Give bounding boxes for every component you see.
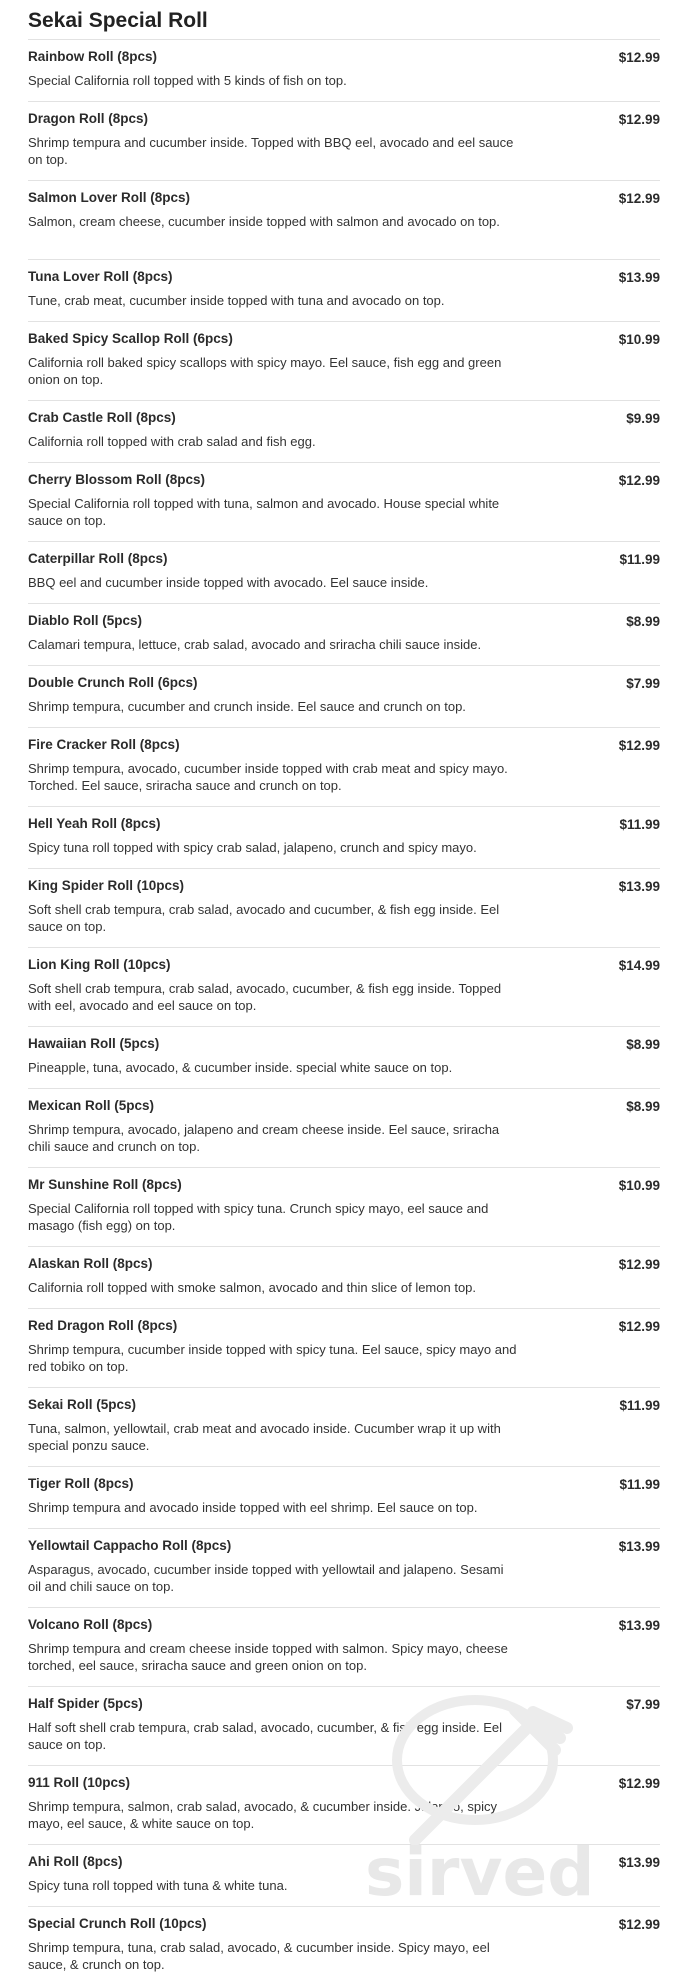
menu-item: [28, 1765, 660, 1844]
menu-item: [28, 1026, 660, 1088]
menu-item: [28, 259, 660, 321]
item-description: Spicy tuna roll topped with tuna & white tuna.: [28, 1878, 288, 1893]
item-name: Double Crunch Roll (6pcs): [28, 675, 198, 690]
item-name: Rainbow Roll (8pcs): [28, 49, 158, 64]
item-description: BBQ eel and cucumber inside topped with avocado. Eel sauce inside.: [28, 575, 429, 590]
menu-item: [28, 947, 660, 1026]
item-description: Soft shell crab tempura, crab salad, avocado, cucumber, & fish egg inside. Topped with eel, avocado and eel sauce on top.: [28, 981, 502, 1013]
item-name: Dragon Roll (8pcs): [28, 111, 149, 126]
item-description: Shrimp tempura, avocado, jalapeno and cream cheese inside. Eel sauce, sriracha chili sauce and crunch on top.: [28, 1122, 500, 1154]
item-name: 911 Roll (10pcs): [28, 1775, 131, 1790]
item-price: $12.99: [618, 1257, 660, 1272]
item-price: $11.99: [619, 552, 660, 567]
item-description: Spicy tuna roll topped with spicy crab salad, jalapeno, crunch and spicy mayo.: [28, 840, 477, 855]
menu-item: [28, 1607, 660, 1686]
item-price: $8.99: [626, 1099, 660, 1114]
item-description: Shrimp tempura and cucumber inside. Topped with BBQ eel, avocado and eel sauce on top.: [28, 135, 514, 167]
menu-item: [28, 1844, 660, 1906]
item-price: $10.99: [618, 332, 660, 347]
item-price: $12.99: [618, 1776, 660, 1791]
item-name: King Spider Roll (10pcs): [28, 878, 185, 893]
menu-item: [28, 1906, 660, 1985]
item-price: $8.99: [626, 614, 660, 629]
menu-item: [28, 727, 660, 806]
menu-item: [28, 321, 660, 400]
menu-item: [28, 180, 660, 259]
item-description: Shrimp tempura, tuna, crab salad, avocado, & cucumber inside. Spicy mayo, eel sauce, & crunch on top.: [28, 1940, 490, 1972]
menu-item: [28, 462, 660, 541]
item-description: Shrimp tempura, avocado, cucumber inside topped with crab meat and spicy mayo. Torched. Eel sauce, sriracha sauce and crunch on top.: [28, 761, 508, 793]
menu-item: [28, 541, 660, 603]
item-name: Hell Yeah Roll (8pcs): [28, 816, 161, 831]
item-name: Alaskan Roll (8pcs): [28, 1256, 153, 1271]
menu-item: [28, 1466, 660, 1528]
item-name: Baked Spicy Scallop Roll (6pcs): [28, 331, 233, 346]
item-name: Salmon Lover Roll (8pcs): [28, 190, 191, 205]
item-description: Calamari tempura, lettuce, crab salad, avocado and sriracha chili sauce inside.: [28, 637, 482, 652]
item-name: Tiger Roll (8pcs): [28, 1476, 134, 1491]
item-price: $12.99: [618, 112, 660, 127]
item-name: Sekai Roll (5pcs): [28, 1397, 137, 1412]
item-price: $12.99: [618, 191, 660, 206]
item-description: Special California roll topped with tuna, salmon and avocado. House special white sauce on top.: [28, 496, 500, 528]
item-price: $9.99: [626, 411, 660, 426]
item-name: Red Dragon Roll (8pcs): [28, 1318, 178, 1333]
item-price: $13.99: [618, 1855, 660, 1870]
item-price: $8.99: [626, 1037, 660, 1052]
item-price: $7.99: [626, 1697, 660, 1712]
menu-section: [28, 0, 660, 1985]
item-price: $13.99: [618, 1618, 660, 1633]
menu-item: [28, 603, 660, 665]
item-price: $10.99: [618, 1178, 660, 1193]
item-name: Mr Sunshine Roll (8pcs): [28, 1177, 182, 1192]
item-name: Caterpillar Roll (8pcs): [28, 551, 168, 566]
item-price: $7.99: [626, 676, 660, 691]
menu-item: [28, 1387, 660, 1466]
item-description: Asparagus, avocado, cucumber inside topped with yellowtail and jalapeno. Sesami oil and chili sauce on top.: [28, 1562, 504, 1594]
item-description: Shrimp tempura, cucumber and crunch inside. Eel sauce and crunch on top.: [28, 699, 466, 714]
menu-item: [28, 868, 660, 947]
item-price: $12.99: [618, 1319, 660, 1334]
item-price: $11.99: [619, 817, 660, 832]
item-name: Cherry Blossom Roll (8pcs): [28, 472, 206, 487]
item-price: $12.99: [618, 1917, 660, 1932]
item-name: Lion King Roll (10pcs): [28, 957, 171, 972]
item-name: Diablo Roll (5pcs): [28, 613, 143, 628]
item-name: Mexican Roll (5pcs): [28, 1098, 155, 1113]
item-description: Tune, crab meat, cucumber inside topped with tuna and avocado on top.: [28, 293, 445, 308]
item-description: California roll baked spicy scallops with spicy mayo. Eel sauce, fish egg and green onion on top.: [28, 355, 502, 387]
menu-item: [28, 1308, 660, 1387]
item-name: Ahi Roll (8pcs): [28, 1854, 123, 1869]
item-description: Special California roll topped with 5 kinds of fish on top.: [28, 73, 347, 88]
item-description: California roll topped with smoke salmon, avocado and thin slice of lemon top.: [28, 1280, 477, 1295]
item-description: Half soft shell crab tempura, crab salad, avocado, cucumber, & fish egg inside. Eel sauce on top.: [28, 1720, 503, 1752]
item-name: Half Spider (5pcs): [28, 1696, 143, 1711]
item-description: Special California roll topped with spicy tuna. Crunch spicy mayo, eel sauce and masago (fish egg) on top.: [28, 1201, 489, 1233]
item-description: Tuna, salmon, yellowtail, crab meat and avocado inside. Cucumber wrap it up with special ponzu sauce.: [28, 1421, 501, 1453]
item-price: $13.99: [618, 1539, 660, 1554]
menu-item: [28, 1686, 660, 1765]
menu-item: [28, 39, 660, 101]
item-name: Fire Cracker Roll (8pcs): [28, 737, 180, 752]
section-title: Sekai Special Roll: [28, 9, 208, 32]
menu-item: [28, 665, 660, 727]
item-description: Shrimp tempura and cream cheese inside topped with salmon. Spicy mayo, cheese torched, eel sauce, sriracha sauce and green onion on top.: [28, 1641, 508, 1673]
menu-item: [28, 1528, 660, 1607]
watermark-text: sirved: [365, 1834, 595, 1911]
menu-item: [28, 1088, 660, 1167]
item-name: Crab Castle Roll (8pcs): [28, 410, 176, 425]
item-price: $13.99: [618, 879, 660, 894]
item-description: California roll topped with crab salad and fish egg.: [28, 434, 316, 449]
item-price: $12.99: [618, 738, 660, 753]
item-name: Volcano Roll (8pcs): [28, 1617, 153, 1632]
item-price: $11.99: [619, 1398, 660, 1413]
item-description: Shrimp tempura and avocado inside topped with eel shrimp. Eel sauce on top.: [28, 1500, 478, 1515]
menu-item: [28, 400, 660, 462]
item-name: Special Crunch Roll (10pcs): [28, 1916, 207, 1931]
item-description: Shrimp tempura, cucumber inside topped with spicy tuna. Eel sauce, spicy mayo and red tobiko on top.: [28, 1342, 517, 1374]
item-name: Tuna Lover Roll (8pcs): [28, 269, 173, 284]
item-description: Pineapple, tuna, avocado, & cucumber inside. special white sauce on top.: [28, 1060, 453, 1075]
menu-item: [28, 806, 660, 868]
menu-item: [28, 101, 660, 180]
item-price: $12.99: [618, 473, 660, 488]
item-price: $14.99: [618, 958, 660, 973]
item-description: Soft shell crab tempura, crab salad, avocado and cucumber, & fish egg inside. Eel sauce on top.: [28, 902, 500, 934]
item-price: $11.99: [619, 1477, 660, 1492]
menu-item: [28, 1167, 660, 1246]
item-price: $13.99: [618, 270, 660, 285]
item-name: Yellowtail Cappacho Roll (8pcs): [28, 1538, 232, 1553]
item-name: Hawaiian Roll (5pcs): [28, 1036, 160, 1051]
item-description: Salmon, cream cheese, cucumber inside topped with salmon and avocado on top.: [28, 214, 500, 229]
item-description: Shrimp tempura, salmon, crab salad, avocado, & cucumber inside. Jalapeo, spicy mayo, eel sauce, & white sauce on top.: [28, 1799, 497, 1831]
menu-item: [28, 1246, 660, 1308]
item-price: $12.99: [618, 50, 660, 65]
